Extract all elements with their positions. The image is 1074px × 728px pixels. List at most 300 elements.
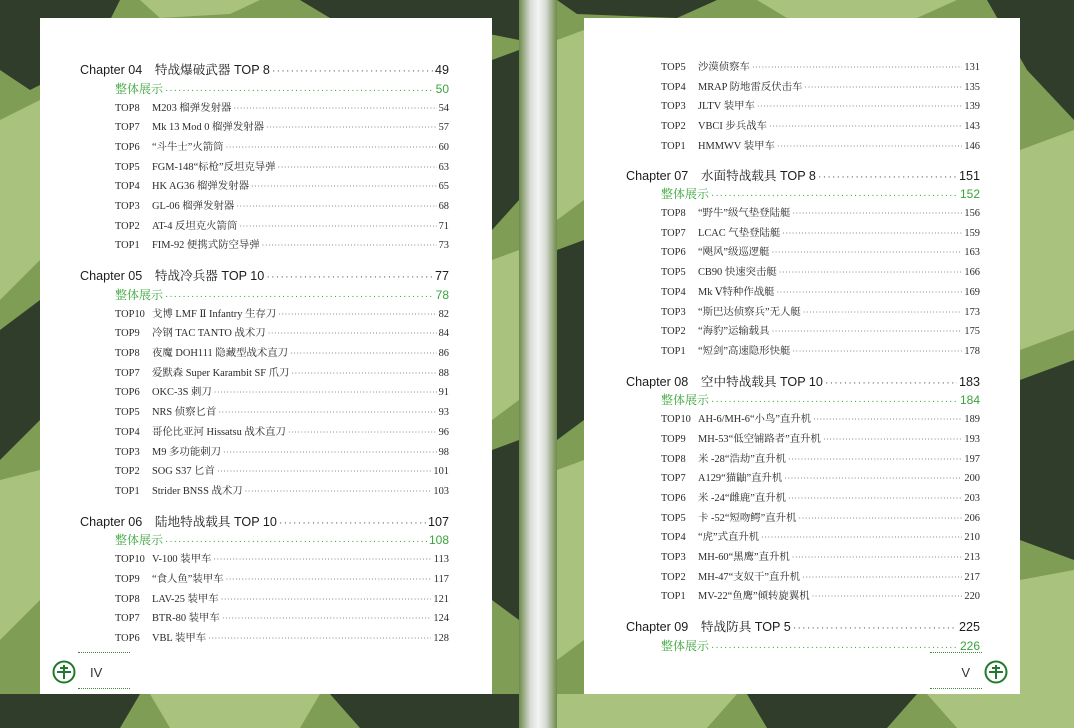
toc-leader-dots bbox=[804, 83, 962, 92]
toc-entry-label bbox=[661, 58, 750, 73]
toc-page-number: 146 bbox=[964, 140, 980, 152]
toc-item-name: SOG S37 匕首 bbox=[152, 466, 215, 478]
toc-page-number: 159 bbox=[964, 227, 980, 239]
toc-entry-label bbox=[115, 197, 234, 212]
toc-leader-dots bbox=[223, 448, 437, 457]
toc-entry-label bbox=[661, 430, 821, 445]
toc-page-number: 131 bbox=[964, 62, 980, 73]
toc-page-number: 213 bbox=[964, 552, 980, 563]
toc-item-entry[interactable] bbox=[661, 204, 980, 219]
toc-rank: TOP7 bbox=[115, 367, 140, 379]
toc-page-number: 139 bbox=[964, 101, 980, 113]
toc-chapter-entry[interactable] bbox=[626, 616, 980, 635]
toc-page-number: 60 bbox=[438, 141, 449, 153]
toc-rank: TOP1 bbox=[115, 240, 140, 252]
toc-overview-label: 整体展示 bbox=[115, 533, 164, 548]
toc-leader-dots bbox=[165, 291, 434, 302]
toc-rank: TOP8 bbox=[661, 453, 686, 465]
toc-entry-label bbox=[661, 322, 770, 337]
toc-item-name: 爱默森 Super Karambit SF 爪刀 bbox=[152, 367, 290, 379]
toc-rank: TOP5 bbox=[115, 407, 140, 419]
toc-item-name: 冷钢 TAC TANTO 战术刀 bbox=[152, 328, 266, 340]
toc-overview-entry[interactable] bbox=[661, 185, 980, 202]
toc-page-number: 128 bbox=[433, 632, 449, 644]
toc-entry-label bbox=[115, 443, 221, 458]
toc-rank: TOP3 bbox=[115, 446, 140, 458]
toc-page-number: 117 bbox=[433, 573, 449, 585]
toc-page-number: 54 bbox=[438, 102, 449, 114]
toc-entry-label bbox=[661, 137, 775, 152]
toc-overview-label: 整体展示 bbox=[661, 187, 710, 201]
toc-entry-label bbox=[80, 265, 264, 284]
toc-item-entry[interactable] bbox=[661, 568, 980, 583]
toc-rank: TOP3 bbox=[661, 552, 686, 563]
toc-item-name: MV-22“鱼鹰”倾转旋翼机 bbox=[698, 591, 810, 603]
toc-leader-dots bbox=[165, 85, 434, 96]
toc-entry-label bbox=[115, 286, 163, 303]
toc-page-number: 210 bbox=[964, 532, 980, 544]
toc-page-number: 175 bbox=[964, 326, 980, 338]
toc-leader-dots bbox=[793, 622, 957, 634]
toc-page-number: 206 bbox=[964, 512, 980, 524]
toc-item-entry[interactable] bbox=[115, 344, 449, 359]
toc-page-number: 50 bbox=[435, 81, 449, 96]
toc-item-name: 米 -28“浩劫”直升机 bbox=[698, 453, 787, 465]
toc-page-number: 101 bbox=[433, 466, 449, 478]
toc-item-entry[interactable] bbox=[115, 364, 449, 379]
toc-leader-dots bbox=[784, 474, 962, 483]
toc-entry-label bbox=[80, 511, 277, 530]
toc-leader-dots bbox=[213, 555, 431, 564]
toc-entry-label bbox=[115, 462, 215, 477]
toc-item-name: HMMWV 装甲车 bbox=[698, 140, 775, 152]
toc-overview-entry[interactable] bbox=[661, 391, 980, 408]
toc-leader-dots bbox=[208, 634, 431, 643]
toc-rank: TOP4 bbox=[115, 426, 140, 438]
toc-leader-dots bbox=[214, 388, 437, 397]
toc-page-number: 103 bbox=[433, 485, 449, 497]
toc-entry-label bbox=[115, 158, 276, 173]
toc-entry-label bbox=[115, 177, 249, 192]
toc-leader-dots bbox=[769, 122, 962, 131]
toc-item-entry[interactable] bbox=[115, 609, 449, 624]
toc-item-entry[interactable] bbox=[115, 99, 449, 114]
toc-item-entry[interactable] bbox=[115, 383, 449, 398]
toc-item-entry[interactable] bbox=[115, 217, 449, 232]
toc-leader-dots bbox=[761, 533, 962, 542]
toc-item-entry[interactable] bbox=[115, 423, 449, 438]
toc-page-number: 193 bbox=[964, 433, 980, 445]
toc-rank: TOP2 bbox=[115, 466, 140, 478]
toc-item-entry[interactable] bbox=[661, 78, 980, 93]
toc-page-number: 226 bbox=[959, 638, 980, 653]
toc-page-number: 169 bbox=[964, 286, 980, 298]
toc-leader-dots bbox=[802, 573, 962, 582]
toc-leader-dots bbox=[711, 190, 958, 201]
toc-item-name: VBL 装甲车 bbox=[152, 632, 207, 644]
toc-item-entry[interactable] bbox=[115, 403, 449, 418]
toc-rank: TOP1 bbox=[115, 485, 140, 497]
toc-item-entry[interactable] bbox=[115, 629, 449, 644]
toc-page-number: 107 bbox=[427, 514, 449, 529]
toc-entry-label bbox=[661, 410, 811, 425]
toc-entry-label bbox=[115, 423, 286, 438]
toc-item-entry[interactable] bbox=[661, 430, 980, 445]
toc-page-number: 91 bbox=[438, 387, 449, 399]
toc-rank: TOP7 bbox=[115, 122, 140, 134]
toc-item-entry[interactable] bbox=[115, 550, 449, 565]
toc-item-name: “飓风”级巡逻艇 bbox=[698, 247, 770, 259]
toc-entry-label bbox=[80, 59, 270, 78]
toc-item-entry[interactable] bbox=[115, 177, 449, 192]
toc-item-entry[interactable] bbox=[661, 322, 980, 337]
toc-leader-dots bbox=[752, 63, 962, 72]
toc-rank: TOP3 bbox=[115, 201, 140, 212]
toc-item-name: OKC-3S 刺刀 bbox=[152, 387, 212, 399]
toc-entry-label bbox=[661, 204, 790, 219]
toc-page-number: 173 bbox=[964, 306, 980, 318]
toc-leader-dots bbox=[251, 182, 437, 191]
toc-overview-label: 整体展示 bbox=[115, 287, 164, 302]
toc-item-name: CB90 快速突击艇 bbox=[698, 267, 777, 279]
toc-leader-dots bbox=[779, 268, 963, 277]
toc-page-number: 98 bbox=[438, 446, 449, 458]
toc-rank: TOP5 bbox=[661, 267, 686, 279]
toc-item-name: “斯巴达侦察兵”无人艇 bbox=[698, 306, 801, 318]
toc-item-entry[interactable] bbox=[661, 469, 980, 484]
toc-leader-dots bbox=[757, 102, 963, 111]
toc-chapter-number: Chapter 05 bbox=[80, 269, 143, 284]
toc-item-name: LCAC 气垫登陆艇 bbox=[698, 227, 781, 239]
toc-entry-label bbox=[115, 344, 288, 359]
toc-overview-label: 整体展示 bbox=[661, 393, 710, 408]
toc-page-number: 78 bbox=[435, 287, 449, 302]
toc-rank: TOP10 bbox=[661, 414, 691, 426]
toc-entry-label bbox=[661, 243, 770, 258]
toc-item-entry[interactable] bbox=[115, 324, 449, 339]
toc-rank: TOP4 bbox=[661, 286, 686, 298]
toc-entry-label bbox=[115, 629, 206, 644]
toc-rank: TOP3 bbox=[661, 306, 686, 318]
toc-rank: TOP9 bbox=[115, 573, 140, 585]
toc-overview-entry[interactable] bbox=[115, 531, 449, 548]
toc-item-entry[interactable] bbox=[115, 482, 449, 497]
toc-leader-dots bbox=[788, 494, 962, 503]
toc-leader-dots bbox=[165, 536, 427, 547]
toc-leader-dots bbox=[226, 575, 432, 584]
toc-entry-label bbox=[115, 324, 266, 339]
toc-item-name: 夜魔 DOH111 隐藏型战术直刀 bbox=[152, 348, 289, 359]
toc-rank: TOP5 bbox=[661, 62, 686, 73]
toc-page-number: 200 bbox=[964, 473, 980, 485]
toc-item-entry[interactable] bbox=[661, 97, 980, 112]
toc-page-left bbox=[40, 18, 492, 694]
toc-entry-label bbox=[115, 403, 216, 418]
toc-item-name: GL-06 榴弹发射器 bbox=[152, 201, 235, 212]
toc-page-number: 93 bbox=[438, 407, 449, 419]
toc-item-entry[interactable] bbox=[661, 117, 980, 132]
book-logo-icon bbox=[52, 660, 76, 684]
toc-entry-label bbox=[115, 99, 231, 114]
toc-entry-label bbox=[115, 364, 289, 379]
toc-entry-label bbox=[661, 185, 709, 202]
toc-item-entry[interactable] bbox=[115, 462, 449, 477]
toc-page-number: 156 bbox=[964, 208, 980, 219]
toc-page-number: 217 bbox=[964, 571, 980, 583]
toc-rank: TOP5 bbox=[661, 512, 686, 524]
toc-page-number: 225 bbox=[958, 620, 980, 635]
footer-rule-bottom-left bbox=[78, 688, 130, 689]
toc-chapter-title: 特战防具 TOP 5 bbox=[700, 620, 791, 635]
toc-leader-dots bbox=[782, 229, 962, 238]
toc-leader-dots bbox=[823, 435, 962, 444]
toc-entry-label bbox=[661, 568, 800, 583]
toc-rank: TOP6 bbox=[661, 492, 686, 504]
toc-item-name: MH-47“支奴干”直升机 bbox=[698, 571, 801, 583]
toc-rank: TOP8 bbox=[115, 348, 140, 359]
toc-item-entry[interactable] bbox=[661, 263, 980, 278]
toc-leader-dots bbox=[812, 592, 963, 601]
toc-chapter-title: 陆地特战载具 TOP 10 bbox=[154, 514, 277, 529]
toc-leader-dots bbox=[236, 202, 436, 211]
toc-chapter-title: 特战冷兵器 TOP 10 bbox=[154, 269, 265, 284]
toc-item-entry[interactable] bbox=[661, 137, 980, 152]
toc-page-number: 108 bbox=[428, 533, 449, 548]
toc-rank: TOP1 bbox=[661, 591, 686, 603]
toc-chapter-title: 空中特战载具 TOP 10 bbox=[700, 374, 823, 389]
book-gutter bbox=[519, 0, 557, 728]
toc-overview-entry[interactable] bbox=[115, 80, 449, 97]
toc-chapter-entry[interactable] bbox=[80, 511, 449, 530]
toc-leader-dots bbox=[239, 222, 436, 231]
toc-entry-label bbox=[626, 165, 816, 184]
toc-overview-entry[interactable] bbox=[115, 286, 449, 303]
toc-page-number: 151 bbox=[958, 168, 980, 183]
toc-entry-label bbox=[115, 383, 212, 398]
toc-entry-label bbox=[661, 303, 801, 318]
toc-page-number: 203 bbox=[964, 492, 980, 504]
toc-item-name: MH-53“低空铺路者”直升机 bbox=[698, 433, 821, 445]
toc-entry-label bbox=[661, 391, 709, 408]
toc-chapter-entry[interactable] bbox=[626, 371, 980, 390]
toc-item-entry[interactable] bbox=[661, 243, 980, 258]
toc-rank: TOP10 bbox=[115, 554, 145, 566]
toc-item-name: M203 榴弹发射器 bbox=[152, 102, 232, 114]
toc-chapter-number: Chapter 08 bbox=[626, 374, 689, 389]
toc-leader-dots bbox=[788, 455, 962, 464]
toc-item-name: 卡 -52“短吻鳄”直升机 bbox=[698, 512, 797, 524]
toc-page-right bbox=[584, 18, 1020, 694]
toc-page-number: 184 bbox=[959, 393, 980, 408]
toc-rank: TOP4 bbox=[115, 181, 140, 193]
toc-entry-label bbox=[115, 590, 219, 605]
toc-chapter-number: Chapter 07 bbox=[626, 168, 689, 183]
toc-item-entry[interactable] bbox=[115, 236, 449, 251]
toc-page-number: 49 bbox=[434, 63, 449, 77]
toc-page-number: 163 bbox=[964, 247, 980, 259]
toc-leader-dots bbox=[279, 517, 426, 529]
toc-overview-label: 整体展示 bbox=[115, 81, 164, 96]
toc-page-number: 178 bbox=[964, 345, 980, 357]
toc-chapter-title: 水面特战载具 TOP 8 bbox=[700, 168, 816, 183]
toc-item-entry[interactable] bbox=[661, 58, 980, 73]
page-number-right: V bbox=[961, 664, 970, 680]
toc-page-number: 124 bbox=[433, 613, 449, 625]
toc-rank: TOP8 bbox=[115, 593, 140, 605]
toc-item-name: 戈博 LMF Ⅱ Infantry 生存刀 bbox=[152, 308, 277, 320]
toc-leader-dots bbox=[217, 467, 431, 476]
toc-entry-label bbox=[661, 528, 759, 543]
toc-item-entry[interactable] bbox=[115, 305, 449, 320]
toc-item-name: “野牛”级气垫登陆艇 bbox=[698, 208, 791, 219]
toc-item-entry[interactable] bbox=[661, 509, 980, 524]
toc-leader-dots bbox=[798, 514, 962, 523]
toc-rank: TOP9 bbox=[115, 328, 140, 340]
toc-entry-label bbox=[661, 587, 810, 602]
toc-page-number: 135 bbox=[964, 81, 980, 93]
toc-entry-label bbox=[115, 531, 163, 548]
toc-entry-label bbox=[115, 118, 264, 133]
toc-item-name: Strider BNSS 战术刀 bbox=[152, 485, 243, 497]
toc-leader-dots bbox=[792, 209, 962, 218]
toc-rank: TOP2 bbox=[661, 571, 686, 583]
toc-leader-dots bbox=[245, 487, 432, 496]
toc-leader-dots bbox=[777, 288, 963, 297]
toc-entry-label bbox=[661, 342, 790, 357]
toc-leader-dots bbox=[291, 369, 436, 378]
toc-entry-label bbox=[115, 217, 237, 232]
toc-leader-dots bbox=[772, 327, 963, 336]
toc-entry-label bbox=[115, 570, 224, 585]
toc-item-entry[interactable] bbox=[661, 587, 980, 602]
toc-item-name: AH-6/MH-6“小鸟”直升机 bbox=[698, 414, 812, 426]
toc-rank: TOP4 bbox=[661, 532, 686, 544]
toc-item-entry[interactable] bbox=[661, 489, 980, 504]
toc-chapter-entry[interactable] bbox=[626, 165, 980, 184]
toc-entry-label bbox=[661, 548, 790, 563]
toc-rank: TOP5 bbox=[115, 161, 140, 173]
toc-item-entry[interactable] bbox=[115, 197, 449, 212]
toc-leader-dots bbox=[818, 171, 957, 183]
toc-page-number: 113 bbox=[433, 554, 449, 566]
toc-entry-label bbox=[661, 283, 775, 298]
toc-item-name: “食人鱼”装甲车 bbox=[152, 573, 224, 585]
toc-item-entry[interactable] bbox=[661, 303, 980, 318]
toc-entry-label bbox=[661, 224, 780, 239]
toc-entry-label bbox=[115, 80, 163, 97]
toc-rank: TOP1 bbox=[661, 345, 686, 357]
toc-page-number: 68 bbox=[438, 201, 449, 212]
toc-item-name: A129“猫鼬”直升机 bbox=[698, 473, 783, 485]
toc-entry-label bbox=[626, 371, 823, 390]
toc-chapter-entry[interactable] bbox=[80, 265, 449, 284]
toc-rank: TOP10 bbox=[115, 308, 145, 320]
toc-rank: TOP6 bbox=[115, 141, 140, 153]
toc-leader-dots bbox=[711, 396, 958, 407]
toc-item-name: FIM-92 便携式防空导弹 bbox=[152, 240, 260, 252]
toc-item-name: BTR-80 装甲车 bbox=[152, 613, 220, 625]
footer-rule-bottom-right bbox=[930, 688, 982, 689]
toc-page-number: 82 bbox=[438, 308, 449, 320]
toc-item-entry[interactable] bbox=[115, 443, 449, 458]
toc-leader-dots bbox=[711, 642, 958, 653]
toc-leader-dots bbox=[268, 329, 437, 338]
toc-page-number: 152 bbox=[959, 187, 980, 201]
toc-item-name: MH-60“黑鹰”直升机 bbox=[698, 552, 790, 563]
toc-entry-label bbox=[661, 117, 767, 132]
toc-leader-dots bbox=[266, 123, 437, 132]
toc-item-entry[interactable] bbox=[661, 224, 980, 239]
toc-leader-dots bbox=[278, 163, 437, 172]
toc-item-entry[interactable] bbox=[115, 590, 449, 605]
toc-item-entry[interactable] bbox=[661, 548, 980, 563]
toc-rank: TOP7 bbox=[661, 227, 686, 239]
toc-entry-label bbox=[115, 609, 220, 624]
toc-item-name: “虎”式直升机 bbox=[698, 532, 760, 544]
toc-item-entry[interactable] bbox=[661, 410, 980, 425]
toc-rank: TOP2 bbox=[661, 326, 686, 338]
toc-item-name: MRAP 防地雷反伏击车 bbox=[698, 81, 803, 93]
toc-item-entry[interactable] bbox=[115, 570, 449, 585]
toc-leader-dots bbox=[290, 349, 437, 358]
toc-item-name: V-100 装甲车 bbox=[152, 554, 212, 566]
toc-rank: TOP4 bbox=[661, 81, 686, 93]
toc-leader-dots bbox=[825, 377, 957, 389]
toc-entry-label bbox=[661, 263, 777, 278]
toc-leader-dots bbox=[218, 408, 436, 417]
book-logo-icon bbox=[984, 660, 1008, 684]
page-number-left: IV bbox=[90, 664, 103, 680]
toc-item-entry[interactable] bbox=[115, 118, 449, 133]
toc-item-name: 米 -24“雌鹿”直升机 bbox=[698, 492, 787, 504]
page-footer-left bbox=[52, 660, 102, 684]
toc-rank: TOP6 bbox=[115, 387, 140, 399]
toc-page-number: 121 bbox=[433, 593, 449, 605]
toc-leader-dots bbox=[221, 595, 432, 604]
toc-leader-dots bbox=[278, 310, 436, 319]
toc-rank: TOP6 bbox=[115, 632, 140, 644]
toc-page-number: 63 bbox=[438, 161, 449, 173]
toc-item-name: Mk 13 Mod 0 榴弹发射器 bbox=[152, 122, 264, 134]
toc-item-name: Mk Ⅴ特种作战艇 bbox=[698, 286, 775, 298]
toc-item-name: JLTV 装甲车 bbox=[698, 101, 755, 113]
toc-item-entry[interactable] bbox=[661, 450, 980, 465]
toc-leader-dots bbox=[803, 308, 963, 317]
toc-item-entry[interactable] bbox=[115, 158, 449, 173]
toc-item-name: LAV-25 装甲车 bbox=[152, 593, 219, 605]
toc-leader-dots bbox=[266, 271, 433, 283]
toc-item-entry[interactable] bbox=[115, 138, 449, 153]
toc-item-name: FGM-148“标枪”反坦克导弹 bbox=[152, 161, 276, 173]
toc-item-entry[interactable] bbox=[661, 528, 980, 543]
toc-entry-label bbox=[661, 637, 709, 654]
toc-page-number: 197 bbox=[964, 453, 980, 465]
toc-page-number: 71 bbox=[438, 220, 449, 232]
toc-rank: TOP2 bbox=[115, 220, 140, 232]
toc-item-entry[interactable] bbox=[661, 342, 980, 357]
toc-leader-dots bbox=[222, 614, 432, 623]
toc-item-name: 沙漠侦察车 bbox=[698, 62, 750, 73]
toc-page-number: 220 bbox=[964, 591, 980, 603]
toc-item-entry[interactable] bbox=[661, 283, 980, 298]
toc-page-number: 166 bbox=[964, 267, 980, 279]
toc-entry-label bbox=[115, 138, 224, 153]
toc-page-number: 96 bbox=[438, 426, 449, 438]
toc-item-name: “斗牛士”火箭筒 bbox=[152, 141, 224, 153]
toc-chapter-number: Chapter 04 bbox=[80, 63, 143, 77]
toc-rank: TOP8 bbox=[661, 208, 686, 219]
toc-chapter-entry[interactable] bbox=[80, 59, 449, 78]
